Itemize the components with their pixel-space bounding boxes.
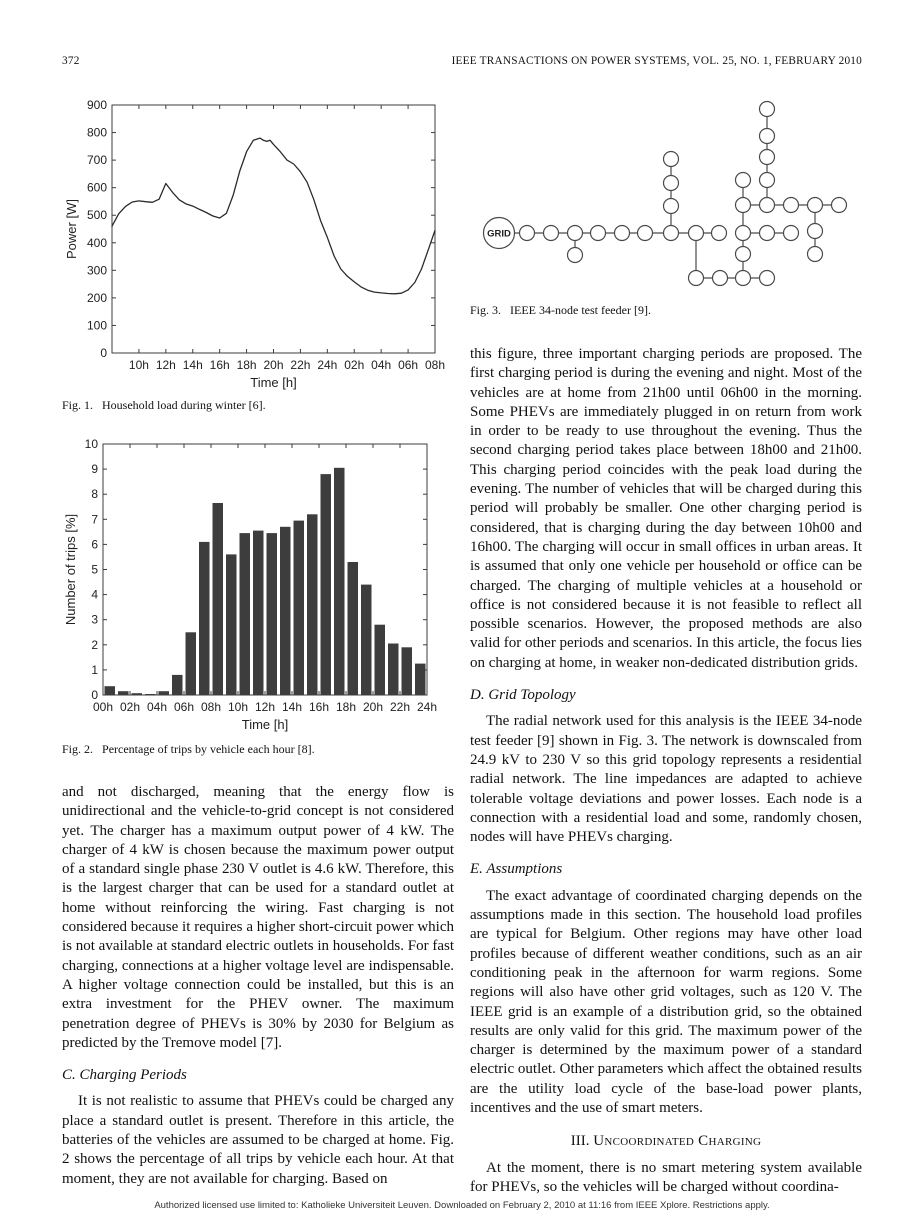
svg-text:800: 800 [86, 125, 107, 140]
section-title: Uncoordinated Charging [593, 1133, 762, 1150]
svg-text:14h: 14h [182, 358, 203, 372]
svg-text:Number of trips [%]: Number of trips [%] [63, 513, 78, 626]
svg-text:200: 200 [86, 290, 107, 305]
svg-text:600: 600 [86, 180, 107, 195]
fig3-caption-text: IEEE 34-node test feeder [9]. [510, 303, 651, 317]
svg-text:02h: 02h [344, 358, 365, 372]
body-paragraph: and not discharged, meaning that the energy flow is unidirectional and the vehicle-to-grid concept is not considered yet. The charger has a maximum output power of 4 kW. The charger of 4 kW is chosen because the maximum power output of a standard single phase 230 V outlet is 4.6 kW. Therefore, this is the largest charger that can be used for a standard outlet at home without reinforcing the wiring. Fast charging is not considered because it requires a higher short-circuit power which is not available at standard electric outlets in households. For fast charging, connections at a higher voltage level are indispensable. A higher voltage connection could be installed, but this is an extra investment for the PHEV owner. The maximum penetration degree of PHEVs is 30% by 2030 for Belgium as predicted by the Tremove model [7]. [62, 784, 454, 1051]
load-curve [112, 138, 435, 294]
body-paragraph: this figure, three important charging periods are proposed. The first charging period is during the evening and night. Most of the vehicles are at home from 21h00 until 06h00 in the morning. Some PHEVs are immediately plugged in on return from work in order to be ready to use throughout the evening. Thus the second charging period takes place between 18h00 and 21h00. This charging period coincides with the peak load during the evening. The number of vehicles that will be charged during this period will probably be smaller. One other charging period is considered, that is charging during the day between 10h00 and 16h00. The charging will occur in small offices in urban areas. It is assumed that only one vehicle per household or office can be charged. The charging of multiple vehicles at a household or office is not considered because it is not feasible to reflect all possible scenarios. However, the proposed methods are also valid for other periods and scenarios. In this article, the focus lies on charging at home, in weaker non-dedicated distribution grids. [470, 346, 862, 671]
svg-text:8: 8 [91, 487, 98, 502]
svg-text:Time [h]: Time [h] [250, 375, 297, 390]
page-number: 372 [62, 55, 80, 67]
svg-text:02h: 02h [119, 700, 141, 714]
svg-text:18h: 18h [335, 700, 357, 714]
journal-title: IEEE TRANSACTIONS ON POWER SYSTEMS, VOL. 25, NO. 1, FEBRUARY 2010 [451, 55, 862, 67]
svg-text:10h: 10h [128, 358, 149, 372]
svg-text:7: 7 [91, 512, 98, 527]
axes [64, 98, 445, 390]
trip-bars [105, 468, 426, 695]
section-heading-uncoordinated-charging [470, 1132, 862, 1151]
svg-text:12h: 12h [254, 700, 276, 714]
license-footer: Authorized licensed use limited to: Katholieke Universiteit Leuven. Downloaded on February 2, 2010 at 11:16 from IEEE Xplore. Restrictions apply. [154, 1200, 770, 1211]
svg-text:16h: 16h [308, 700, 330, 714]
body-paragraph: It is not realistic to assume that PHEVs could be charged any place a standard outlet is present. Therefore in this article, the batteries of the vehicles are assumed to be charged at home. Fig. 2 shows the percentage of all trips by vehicle each hour. At that moment, they are not available for charging. Based on [62, 1093, 454, 1187]
fig3-caption [470, 303, 863, 318]
feeder-lines [499, 109, 839, 278]
svg-text:3: 3 [91, 612, 98, 627]
svg-text:08h: 08h [200, 700, 222, 714]
svg-text:14h: 14h [281, 700, 303, 714]
svg-text:18h: 18h [236, 358, 257, 372]
svg-text:10: 10 [84, 437, 98, 451]
svg-text:900: 900 [86, 98, 107, 112]
page-header [62, 55, 862, 67]
svg-text:2: 2 [91, 637, 98, 652]
svg-text:22h: 22h [389, 700, 411, 714]
household-load-line-chart [62, 93, 455, 393]
svg-text:500: 500 [86, 208, 107, 223]
svg-text:12h: 12h [155, 358, 176, 372]
svg-text:700: 700 [86, 153, 107, 168]
section-number: III. [570, 1133, 590, 1150]
svg-text:08h: 08h [424, 358, 446, 372]
left-column [62, 783, 454, 1189]
feeder-topology-diagram [470, 95, 870, 300]
svg-text:04h: 04h [146, 700, 168, 714]
subsection-heading-grid-topology: D. Grid Topology [470, 687, 576, 704]
svg-text:300: 300 [86, 263, 107, 278]
svg-text:06h: 06h [398, 358, 419, 372]
right-column [470, 345, 862, 1197]
fig3-caption-label: Fig. 3. [470, 303, 502, 317]
svg-text:22h: 22h [290, 358, 311, 372]
svg-text:400: 400 [86, 235, 107, 250]
svg-text:Power [W]: Power [W] [64, 199, 79, 259]
body-paragraph: The radial network used for this analysis is the IEEE 34-node test feeder [9] shown in Fig. 3. The network is downscaled from 24.9 kV to 230 V so this grid topology represents a residential radial network. The line impedances are adapted to achieve tolerable voltage deviations and power losses. Each node is a connection with a residential load and some, randomly chosen, nodes will have PHEVs charging. [470, 713, 862, 846]
svg-text:00h: 00h [92, 700, 114, 714]
svg-text:0: 0 [100, 346, 107, 360]
svg-text:10h: 10h [227, 700, 249, 714]
svg-text:24h: 24h [317, 358, 338, 372]
fig1-caption [62, 398, 454, 413]
svg-text:6: 6 [91, 537, 98, 552]
svg-text:04h: 04h [371, 358, 392, 372]
svg-text:20h: 20h [263, 358, 284, 372]
svg-text:16h: 16h [209, 358, 230, 372]
svg-text:0: 0 [91, 688, 98, 702]
trips-bar-chart [62, 434, 455, 734]
subsection-heading-charging-periods: C. Charging Periods [62, 1067, 187, 1084]
svg-text:06h: 06h [173, 700, 195, 714]
svg-text:Time [h]: Time [h] [241, 717, 289, 732]
grid-node-label: GRID [487, 228, 511, 240]
fig1-caption-label: Fig. 1. [62, 398, 94, 412]
svg-text:20h: 20h [362, 700, 384, 714]
svg-text:9: 9 [91, 462, 98, 477]
svg-text:5: 5 [91, 562, 98, 577]
fig2-caption-text: Percentage of trips by vehicle each hour [8]. [102, 742, 315, 756]
body-paragraph: The exact advantage of coordinated charging depends on the assumptions made in this section. The household load profiles are typical for Belgium. Other regions may have other load profiles because of different weather conditions, such as an air conditioning peak in the afternoon for warm regions. Some regions will also have other grid voltages, such as 120 V. The IEEE grid is an example of a distribution grid, so the obtained results are only valid for this grid. The maximum power of the charger is determined by the maximum power of a standard electric outlet. Other parameters which affect the obtained results are the utility load cycle of the base-load power plants, incentives and the use of smart meters. [470, 887, 862, 1116]
fig1-caption-text: Household load during winter [6]. [102, 398, 266, 412]
svg-text:100: 100 [86, 318, 107, 333]
fig2-caption-label: Fig. 2. [62, 742, 94, 756]
svg-text:4: 4 [91, 587, 98, 602]
feeder-nodes [484, 102, 847, 286]
svg-text:24h: 24h [416, 700, 438, 714]
subsection-heading-assumptions: E. Assumptions [470, 861, 563, 878]
fig2-caption [62, 742, 454, 757]
svg-text:1: 1 [91, 662, 98, 677]
body-paragraph: At the moment, there is no smart metering system available for PHEVs, so the vehicles will be charged without coordina- [470, 1159, 862, 1195]
